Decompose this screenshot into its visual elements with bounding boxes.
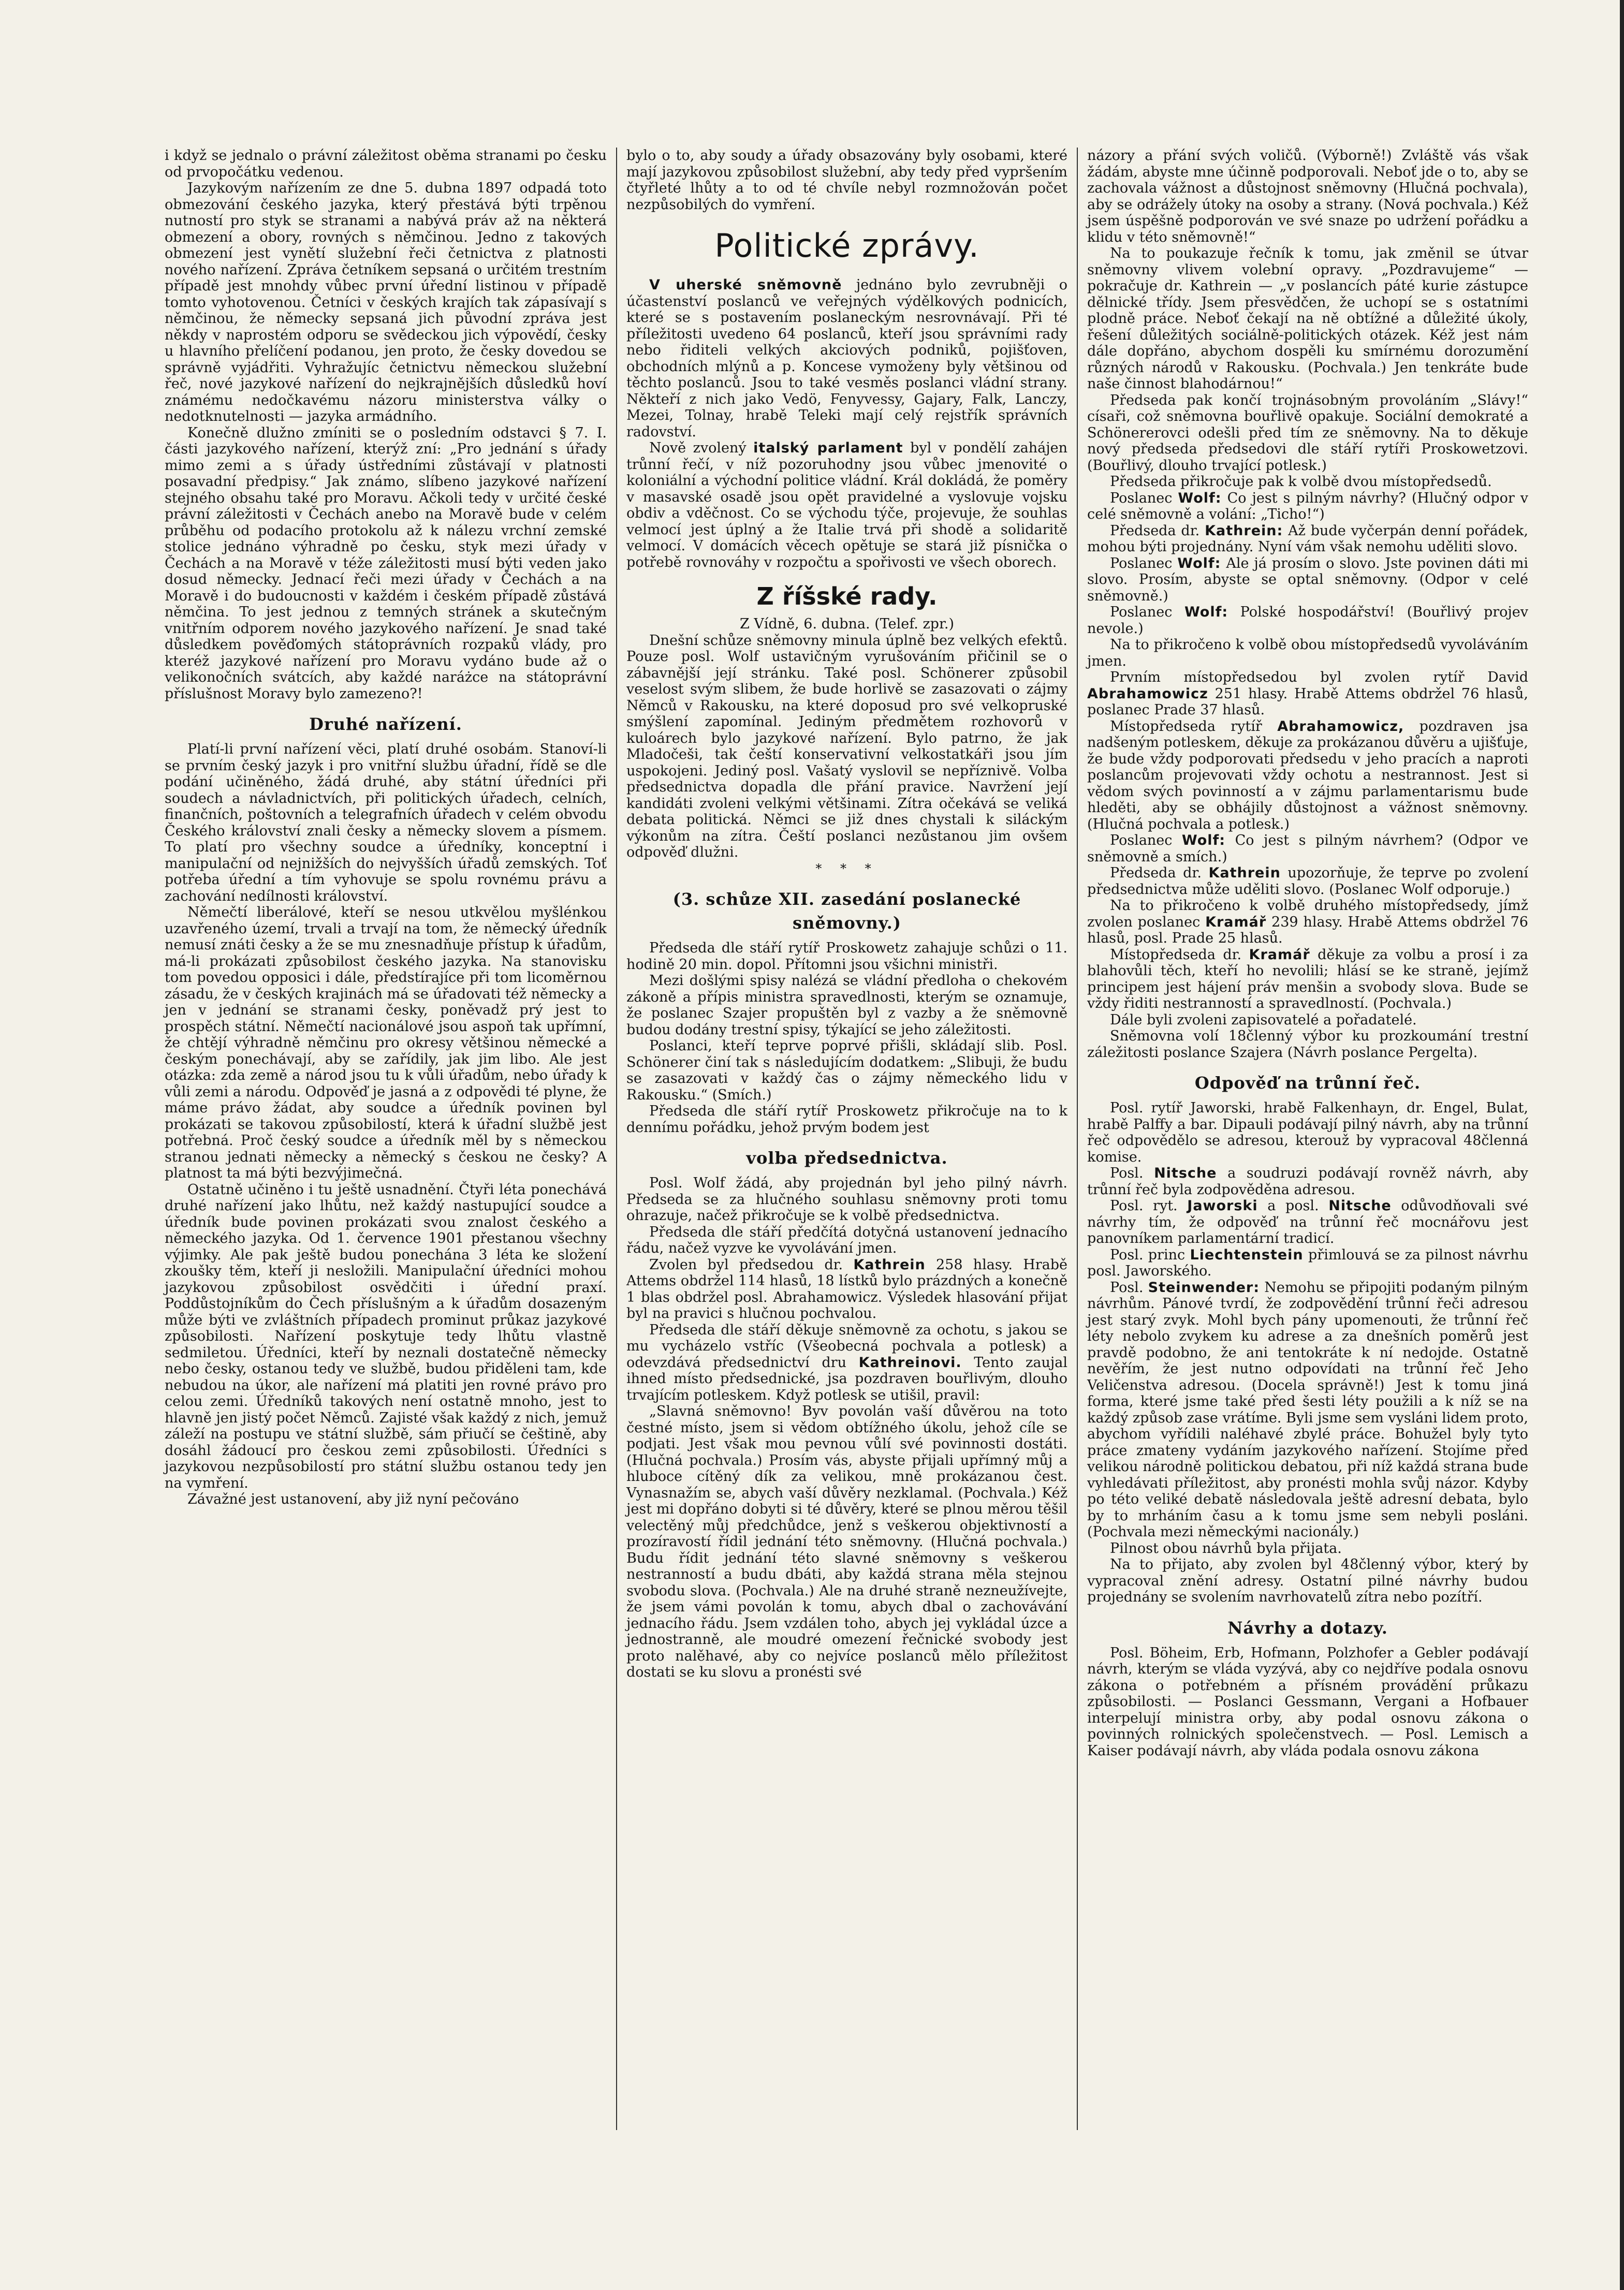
lead-term: Kathrein [853,1256,926,1273]
paragraph: Němečtí liberálové, kteří se nesou utkvělou myšlénkou uzavřeného území, trvali a trvají na tom, že německý úředník nemusí znáti česky a že se mu znesnadňuje přístup k úřadům, má-li prokázati způsobilost českého jazyka. Na stanovisku tom povedou opposici i dále, předstírajíce při tom licoměrnou zásadu, že v českých krajinách má se úřadovati též německy a jen v jednání se stranami česky, poněvadž prý jest to prospěch státní. Němečtí nacionálové jsou aspoň tak upřímní, že chtějí výhradně němčinu pro okresy většinou německé a českým ponechávají, aby se zařídily, jak jim libo. Ale jest otázka: zda země a národ jsou tu k vůli úřadům, nebo úřady k vůli zemi a národu. Odpověď je jasná a z odpovědi té plyne, že máme právo žádat, aby soudce a úředník povinen byl prokázati se takovou způsobilostí, která k úřadní službě jest potřebná. Proč český soudce a úředník měl by s německou stranou jednati německy a německý s českou ne česky? A platnost ta má býti bezvýjimečná. [165,904,607,1181]
section-heading-political-news: Politické zprávy. [714,227,979,265]
lead-term: Wolf: [1181,832,1226,848]
paragraph: Předseda dle stáří předčítá dotyčná ustanovení jednacího řádu, načež vyzve ke vyvolávání jmen. [626,1224,1067,1256]
lead-term: Kathrein: [1205,522,1283,539]
lead-term: Kathreinovi. [858,1354,962,1371]
paragraph: názory a přání svých voličů. (Výborně!) Zvláště vás však žádám, abyste mne účinně podporovali. Neboť jde o to, aby se zachovala vážnost a důstojnost sněmovny (Hlučná pochvala), aby se odrážely útoky na osoby a strany. (Nová pochvala.) Kéž jsem úspěšně podporován ve své snaze po udržení pořádku a klidu v této sněmovně!“ [1087,148,1528,245]
lead-term: Abrahamowicz [1087,685,1208,702]
column-1 [155,148,616,2130]
lead-term: Steinwender: [1148,1279,1260,1296]
paragraph: „Slavná sněmovno! Byv povolán vaší důvěrou na toto čestné místo, jsem si vědom obtížného úkolu, jehož cíle se podjati. Jest však mou pevnou vůlí své povinnosti dostáti. (Hlučná pochvala.) Prosím vás, abyste přijali upřímný můj a hluboce cítěný dík za velikou, mně prokázanou čest. Vynasnažím se, abych vaší důvěry nezklamal. (Pochvala.) Kéž jest mi dopřáno dobyti si té důvěry, které se plnou měrou těšil velectěný můj předchůdce, jenž s veškerou objektivností a prozíravostí řídil jednání této sněmovny. (Hlučná pochvala.) Budu řídit jednání této slavné sněmovny s veškerou nestranností a budu dbáti, aby každá strana měla stejnou svobodu slova. (Pochvala.) Ale na druhé straně nezneužívejte, že jsem vámi povolán k tomu, abych dbal o zachovávání jednacího řádu. Jsem vzdálen toho, abych jej vykládal úzce a jednostranně, ale moudré omezení řečnické svobody jest proto nalěhavé, aby co nejvíce poslanců mělo příležitost dostati se ku slovu a pronésti své [626,1403,1067,1680]
separator-stars: * * * [815,861,879,876]
paragraph: Předseda přikročuje pak k volbě dvou místopředsedů. [1110,474,1492,490]
paragraph: Na to poukazuje řečník k tomu, jak změnil se útvar sněmovny vlivem volební opravy. „Pozdravujeme“ — pokračuje dr. Kathrein — „v poslancích páté kurie zástupce dělnické třídy. Jsem přesvědčen, že uchopí se s ostatními plodně práce. Neboť čekají na ně obtížné a důležité úkoly, řešení důležitých sociálně-politických otázek. Kéž jest nám dále dopřáno, abychom dospěli ku smírnému dorozumění různých národů v Rakousku. (Pochvala.) Jen tenkráte bude naše činnost blahodárnou!“ [1087,245,1528,392]
paragraph: Předseda dle stáří rytíř Proskowetz zahajuje schůzi o 11. hodině 20 min. dopol. Přítomni jsou všichni ministři. [626,940,1067,973]
subheading-election: volba předsednictva. [746,1148,948,1168]
paragraph: Poslanec Wolf: Ale já prosím o slovo. Jste povinen dáti mi slovo. Prosím, abyste se optal sněmovny. (Odpor v celé sněmovně.) [1087,555,1528,604]
paragraph: Místopředseda rytíř Abrahamowicz, pozdraven jsa nadšeným potleskem, děkuje za prokázanou důvěru a ujišťuje, že bude vždy podporovati předsedu v jeho pracích a naproti poslancům projevovati vždy ochotu a nestrannost. Jest si vědom svých povinností a v zájmu parlamentarismu bude hleděti, aby se obhájily důstojnost a vážnost sněmovny. (Hlučná pochvala a potlesk.) [1087,718,1528,832]
paragraph: Posl. princ Liechtenstein přimlouvá se za pilnost návrhu posl. Jaworského. [1087,1246,1528,1279]
paragraph: Předseda dr. Kathrein: Až bude vyčerpán denní pořádek, mohou býti projednány. Nyní vám však nemohu uděliti slovo. [1087,522,1529,555]
lead-term: Nitsche [1328,1198,1392,1214]
paragraph: Závažné jest ustanovení, aby již nyní pečováno [187,1491,519,1507]
paragraph: Poslanec Wolf: Co jest s pilným návrhy? (Hlučný odpor v celé sněmovně a volání: „Ticho!“) [1087,490,1528,522]
lead-term: Wolf: [1177,555,1221,571]
paragraph: Jazykovým nařízením ze dne 5. dubna 1897 odpadá toto obmezování českého jazyka, který přestává býti trpěnou nutností pro styk se stranami a nabývá práv až na některá obmezení a obory, rovných s němčinou. Jedno z takových obmezení jest vynětí služební řeči četnictva z platnosti nového nařízení. Zpráva četníkem sepsaná o určitém trestním případě jest mnohdy vůbec první úřední listinou v případě tomto vyhotovenou. Četníci v českých krajích tak zápasívají s němčinou, že německy sepsaná jich původní zpráva jest někdy v naprostém odporu se svědeckou jich výpovědí, česky u hlavního přelíčení podanou, jen proto, že česky dovedou se správně vyjádřiti. Vyhražujíc četnictvu německou služební řeč, nové jazykové nařízení do nejkrajnějších důsledků hoví známému nedočkavému názoru ministerstva války o nedotknutelnosti — jazyka armádního. [165,180,607,424]
text-columns [155,148,1539,2130]
paragraph: Předseda dle stáří rytíř Proskowetz přikročuje na to k dennímu pořádku, jehož prvým bodem jest [626,1103,1067,1136]
paragraph: Posl. rytíř Jaworski, hrabě Falkenhayn, dr. Engel, Bulat, hrabě Palffy a bar. Dipauli podávají pilný návrh, aby na trůnní řeč odpovědělo se adresou, kterouž by vypracoval 48členná komise. [1087,1100,1528,1165]
paragraph: Posl. Nitsche a soudruzi podávají rovněž návrh, aby trůnní řeč byla zodpověděna adresou. [1087,1165,1529,1198]
lead-term: Kramář [1249,946,1310,963]
lead-term: Abrahamowicz, [1277,718,1404,735]
paragraph: Platí-li první nařízení věci, platí druhé osobám. Stanoví-li se prvním český jazyk i pro vnitřní službu úřadní, řídě se dle podání učiněného, žádá druhé, aby státní úředníci při soudech a návladnictvích, při politických úřadech, celních, finančních, poštovních a telegrafních úřadech v celém obvodu Českého království znali česky a německy slovem a písmem. To platí pro všechny soudce a úředníky, konceptní i manipulační od nejnižších do nejvyšších úřadů zemských. Toť potřeba úřední a tím vyhovuje se spolu rovnému právu a zachování nedílnosti království. [165,741,607,904]
paragraph: Zvolen byl předsedou dr. Kathrein 258 hlasy. Hrabě Attems obdržel 114 hlasů, 18 lístků bylo prázdných a konečně 1 blas obdržel posl. Abrahamowicz. Výsledek hlasování přijat byl na pravici s hlučnou pochvalou. [626,1256,1068,1322]
section-heading-motions: Návrhy a dotazy. [1227,1618,1388,1638]
paragraph: Dále byli zvoleni zapisovatelé a pořadatelé. [1110,1011,1417,1028]
lead-term: Kathrein [1208,865,1281,881]
paragraph: Předseda dr. Kathrein upozorňuje, že teprve po zvolení předsednictva může uděliti slovo. (Poslanec Wolf odporuje.) [1087,865,1528,898]
paragraph: Posl. Wolf žádá, aby projednán byl jeho pilný návrh. Předseda se za hlučného souhlasu sněmovny proti tomu ohrazuje, načež přikročuje se k volbě předsednictva. [626,1175,1067,1224]
lead-term: Liechtenstein [1190,1246,1304,1263]
paragraph: Na to přikročeno k volbě druhého místopředsedy, jímž zvolen poslanec Kramář 239 hlasy. Hrabě Attems obdržel 76 hlasů, posl. Prade 25 hlasů. [1087,898,1528,946]
paragraph: Sněmovna volí 18členný výbor ku prozkoumání trestní záležitosti poslance Szajera (Návrh poslance Pergelta). [1087,1028,1528,1061]
paragraph: V uherské sněmovně jednáno bylo zevrubněji o účastenství poslanců ve veřejných výdělkových podnicích, které se s postavením poslaneckým nesrovnávají. Při té příležitosti uvedeno 64 poslanců, kteří jsou správními rady nebo řiditeli velkých akciových podniků, pojišťoven, obchodních mlýnů a p. Koncese vymoženy byly většinou od těchto poslanců. Jsou to také vesměs poslanci vládní strany. Někteří z nich jako Vedö, Fenyvessy, Gajary, Falk, Lanczy, Mezei, Tolnay, hrabě Teleki mají celý rejstřík správních radovství. [626,277,1067,440]
paragraph: Předseda pak končí trojnásobným provoláním „Slávy!“ císaři, což sněmovna bouřlivě opakuje. Sociální demokraté a Schönererovci odešli před tím ze sněmovny. Na to děkuje nový předseda předsedovi dle stáří rytíři Proskowetzovi. (Bouřlivý, dlouho trvající potlesk.) [1087,392,1528,474]
scan-edge [1620,0,1624,2290]
paragraph: Na to přijato, aby zvolen byl 48členný výbor, který by vypracoval znění adresy. Ostatní pilné návrhy budou projednány se svolením navrhovatelů zítra nebo pozítří. [1087,1557,1528,1605]
paragraph: i když se jednalo o právní záležitost oběma stranami po česku od prvopočátku vedenou. [165,148,607,180]
paragraph: Posl. ryt. Jaworski a posl. Nitsche odůvodňovali své návrhy tím, že odpověď na trůnní řeč mocnářovu jest panovníkem parlamentární tradicí. [1087,1198,1528,1246]
column-2 [616,148,1077,2130]
lead-term: Kramář [1205,914,1267,930]
lead-term: Jaworski [1187,1198,1258,1214]
column-3 [1077,148,1538,2130]
lead-term: Wolf: [1178,490,1222,506]
lead-term: V uherské sněmovně [649,277,842,293]
paragraph: Pilnost obou návrhů byla přijata. [1110,1540,1342,1557]
paragraph: Posl. Steinwender: Nemohu se připojiti podaným pilným návrhům. Pánové tvrdí, že zodpovědění trůnní řeči adresou jest starý zvyk. Mohl bych pány upomenouti, že trůnní řeč léty nebolo zvykem ku adrese a za dnešních poměrů jest pravdě podobno, že ani tentokráte k ní nedojde. Ostatně nevěřím, že jest nutno odpovídati na trůnní řeč Jeho Veličenstva adresou. (Docela správně!) Jest k tomu jiná forma, které jsme také před šesti léty použili a k níž se na každý způsob zase vrátíme. Byli jsme sem vysláni lidem proto, abychom vyřídili naléhavé zbylé práce. Bohužel byly tyto práce zmateny vydáním jazykového nařízení. Stojíme před velikou národně politickou debatou, při níž každá strana bude vyhledávati příležitost, aby pronésti mohla svůj názor. Kdyby po této veliké debatě následovala ještě adresní debata, bylo by to mrháním času a k tomu jsme sem nebyli posláni. (Pochvala mezi německými nacionály.) [1087,1279,1528,1540]
session-heading: (3. schůze XII. zasedání poslanecké sněmovny.) [672,889,1021,933]
dateline: Z Vídně, 6. dubna. (Telef. zpr.) [739,616,955,632]
paragraph: Poslanci, kteří teprve poprvé přišli, skládají slib. Posl. Schönerer činí tak s následujícím dodatkem: „Slibuji, že budu se zasazovati v každý čas o zájmy německého lidu v Rakousku.“ (Smích.) [626,1038,1067,1103]
section-heading-imperial-council: Z říšské rady. [756,582,938,610]
lead-term: Nitsche [1154,1165,1217,1181]
paragraph: Poslanec Wolf: Polské hospodářství! (Bouřlivý projev nevole.) [1087,604,1528,637]
paragraph: Prvním místopředsedou byl zvolen rytíř David Abrahamowicz 251 hlasy. Hrabě Attems obdržel 76 hlasů, poslanec Prade 37 hlasů. [1087,669,1528,718]
lead-term: italský parlament [753,440,903,456]
paragraph: Předseda dle stáří děkuje sněmovně za ochotu, s jakou se mu vycházelo vstříc (Všeobecná pochvala a potlesk) a odevzdává předsednictví dru Kathreinovi. Tento zaujal ihned místo předsednické, jsa pozdraven bouřlivým, dlouho trvajícím potleskem. Když potlesk se utišil, pravil: [626,1322,1068,1403]
section-heading: Druhé nařízení. [309,714,462,734]
paragraph: Dnešní schůze sněmovny minula úplně bez velkých efektů. Pouze posl. Wolf ustavičným vyrušováním přičinil se o zábavnější její stránku. Také posl. Schönerer způsobil veselost svým slibem, že bude horlivě se zasazovati o zájmy Němců v Rakousku, na které doposud pro své velkopruské smýšlení zapomínal. Jediným předmětem rozhovorů v kuloárech bylo jazykové nařízení. Bylo patrno, že jak Mladočeši, tak čeští konservativní velkostatkáři jsou jím uspokojeni. Jediný posl. Vašatý vyslovil se nepříznivě. Volba předsednictva dopadla dle přání pravice. Navržení její kandidáti zvoleni velkými většinami. Zítra očekává se veliká debata politická. Němci se již dnes chystali k silácký́m výkonům na zítra. Čeští poslanci nezůstanou jim ovšem odpověď dlužni. [626,632,1067,860]
paragraph: bylo o to, aby soudy a úřady obsazovány byly osobami, které mají jazykovou způsobilost služební, aby tedy před vypršením čtyřleté lhůty a to od té chvíle nebyl rozmnožován počet nezpůsobilých do vymření. [626,148,1067,213]
paragraph: Posl. Böheim, Erb, Hofmann, Polzhofer a Gebler podávají návrh, kterým se vláda vyzývá, aby co nejdříve podala osnovu zákona o potřebném a přísném provádění průkazu způsobilosti. — Poslanci Gessmann, Vergani a Hofbauer interpelují ministra orby, aby podal osnovu zákona o povinných rolnických společenstvech. — Posl. Lemisch a Kaiser podávají návrh, aby vláda podala osnovu zákona [1087,1645,1528,1759]
paragraph: Nově zvolený italský parlament byl v pondělí zahájen trůnní řečí, v níž pozoruhodny jsou vůbec jmenovité o koloniální a východní politice vládní. Král dokládá, že poměry v masavské osadě jsou opět pravidelné a vyslovuje vojsku obdiv a vděčnost. Co se východu týče, projevuje, že souhlas velmocí jest úplný a že Italie trvá při shodě a solidaritě velmocí. V domácích věcech opětuje se stará již písnička o potřebě rovnováhy v rozpočtu a spořivosti ve všech oborech. [626,440,1068,570]
section-heading-throne-reply: Odpověď na trůnní řeč. [1194,1073,1421,1093]
paragraph: Mezi došlými spisy nalézá se vládní předloha o chekovém zákoně a přípis ministra spravedlnosti, kterým se oznamuje, že poslanec Szajer propuštěn byl z vazby a že sněmovně budou dodány trestní spisy, týkající se jeho záležitosti. [626,973,1067,1038]
paragraph: Místopředseda dr. Kramář děkuje za volbu a prosí i za blahovůli těch, kteří ho nevolili; hlásí se ke straně, jejímž principem jest hájení práv menšin a svobody slova. Bude se vždy řiditi nestranností a spravedlností. (Pochvala.) [1087,946,1528,1011]
paragraph: Ostatně učiněno i tu ještě usnadnění. Čtyři léta ponechává druhé nařízení jako lhůtu, než každý nastupující soudce a úředník bude povinen prokázati svou znalost českého a německého jazyka. Od 1. července 1901 přestanou všechny výjimky. Ale pak ještě budou ponechána 3 léta ke složení zkoušky těm, kteří ji nesložili. Manipulační úředníci mohou jazykovou způsobilost osvědčiti i úřední praxí. Poddůstojníkům do Čech příslušným a k úřadům dosazeným může býti ve zvláštních případech prominut průkaz jazykové způsobilosti. Nařízení poskytuje tedy lhůtu vlastně sedmiletou. Úředníci, kteří by neznali dostatečně německy nebo česky, ostanou tedy ve službě, budou přiděleni tam, kde nebudou na úkor, ale nařízení má platiti jen rovné právo pro celou zemi. Úředníků takových není ostatně mnoho, jest to hlavně jen jistý počet Němců. Zajisté však každý z nich, jemuž záleží na postupu ve státní službě, sám přiučí se češtině, aby dosáhl žádoucí pro českou zemi způsobilosti. Úředníci s jazykovou nezpůsobilostí pro státní službu ostanou tedy jen na vymření. [165,1181,607,1491]
lead-term: Wolf: [1184,604,1228,620]
paragraph: Konečně dlužno zmíniti se o posledním odstavci § 7. I. části jazykového nařízení, kterýž zní: „Pro jednání s úřady mimo zemi a s úřady ústředními zůstávají v platnosti posavadní předpisy.“ Jak známo, slíbeno jazykové nařízení stejného obsahu také pro Moravu. Ačkoli tedy v určité české právní záležitosti v Čechách anebo na Moravě bude v celém průběhu od podacího protokolu až k nálezu vrchní zemské stolice jednáno výhradně po česku, styk mezi úřady v Čechách a na Moravě v téže záležitosti musí býti veden jako dosud německy. Jednací řeči mezi úřady v Čechách a na Moravě i do budoucnosti v každém i českém případě zůstává němčina. To jest jednou z temných stránek a skutečným vnitřním odporem nového jazykového nařízení. Je snad také důsledkem pověďomých státoprávních rozpaků vlády, pro kteréž jazykové nařízení pro Moravu vydáno bude až o velikonočních svátcích, aby každé naráżce na státoprávní příslušnost Moravy bylo zamezeno?! [165,424,607,702]
paragraph: Na to přikročeno k volbě obou místopředsedů vyvoláváním jmen. [1087,637,1528,669]
paragraph: Poslanec Wolf: Co jest s pilným návrhem? (Odpor ve sněmovně a smích.) [1087,832,1528,865]
